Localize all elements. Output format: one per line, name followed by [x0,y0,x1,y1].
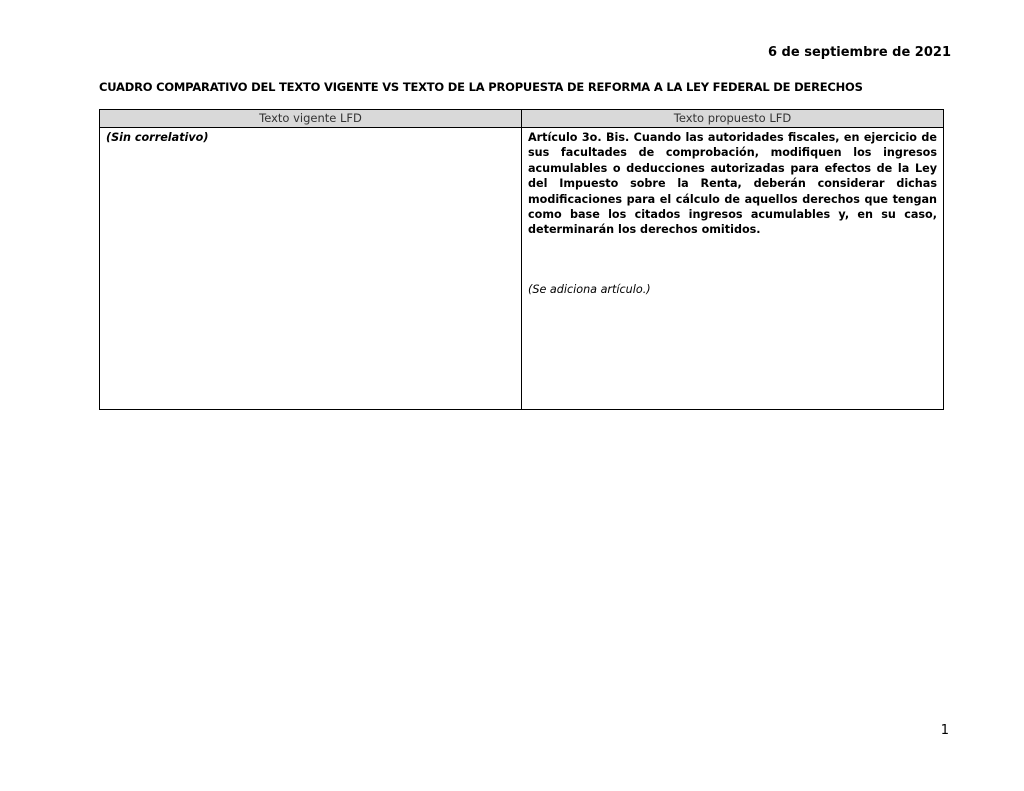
document-date: 6 de septiembre de 2021 [767,45,951,60]
current-text: (Sin correlativo) [106,131,209,144]
proposed-text-cell [522,128,943,409]
page-number: 1 [940,723,949,738]
proposed-note: (Se adiciona artículo.) [528,282,651,296]
column-header-proposed: Texto propuesto LFD [522,110,943,128]
document-title: CUADRO COMPARATIVO DEL TEXTO VIGENTE VS TEXTO DE LA PROPUESTA DE REFORMA A LA LEY FEDERAL DE DERECHOS [99,80,863,94]
current-text-cell [100,128,522,409]
comparison-table [99,109,944,410]
column-header-current: Texto vigente LFD [100,110,522,128]
proposed-article-text: Artículo 3o. Bis. Cuando las autoridades fiscales, en ejercicio de sus facultades de comprobación, modifiquen los ingresos acumulables o deducciones autorizadas para efectos de la Ley del Impuesto sobre la Renta, deberán considerar dichas modificaciones para el cálculo de aquellos derechos que tengan como base los citados ingresos acumulables y, en su caso, determinarán los derechos omitidos. [528,131,937,237]
